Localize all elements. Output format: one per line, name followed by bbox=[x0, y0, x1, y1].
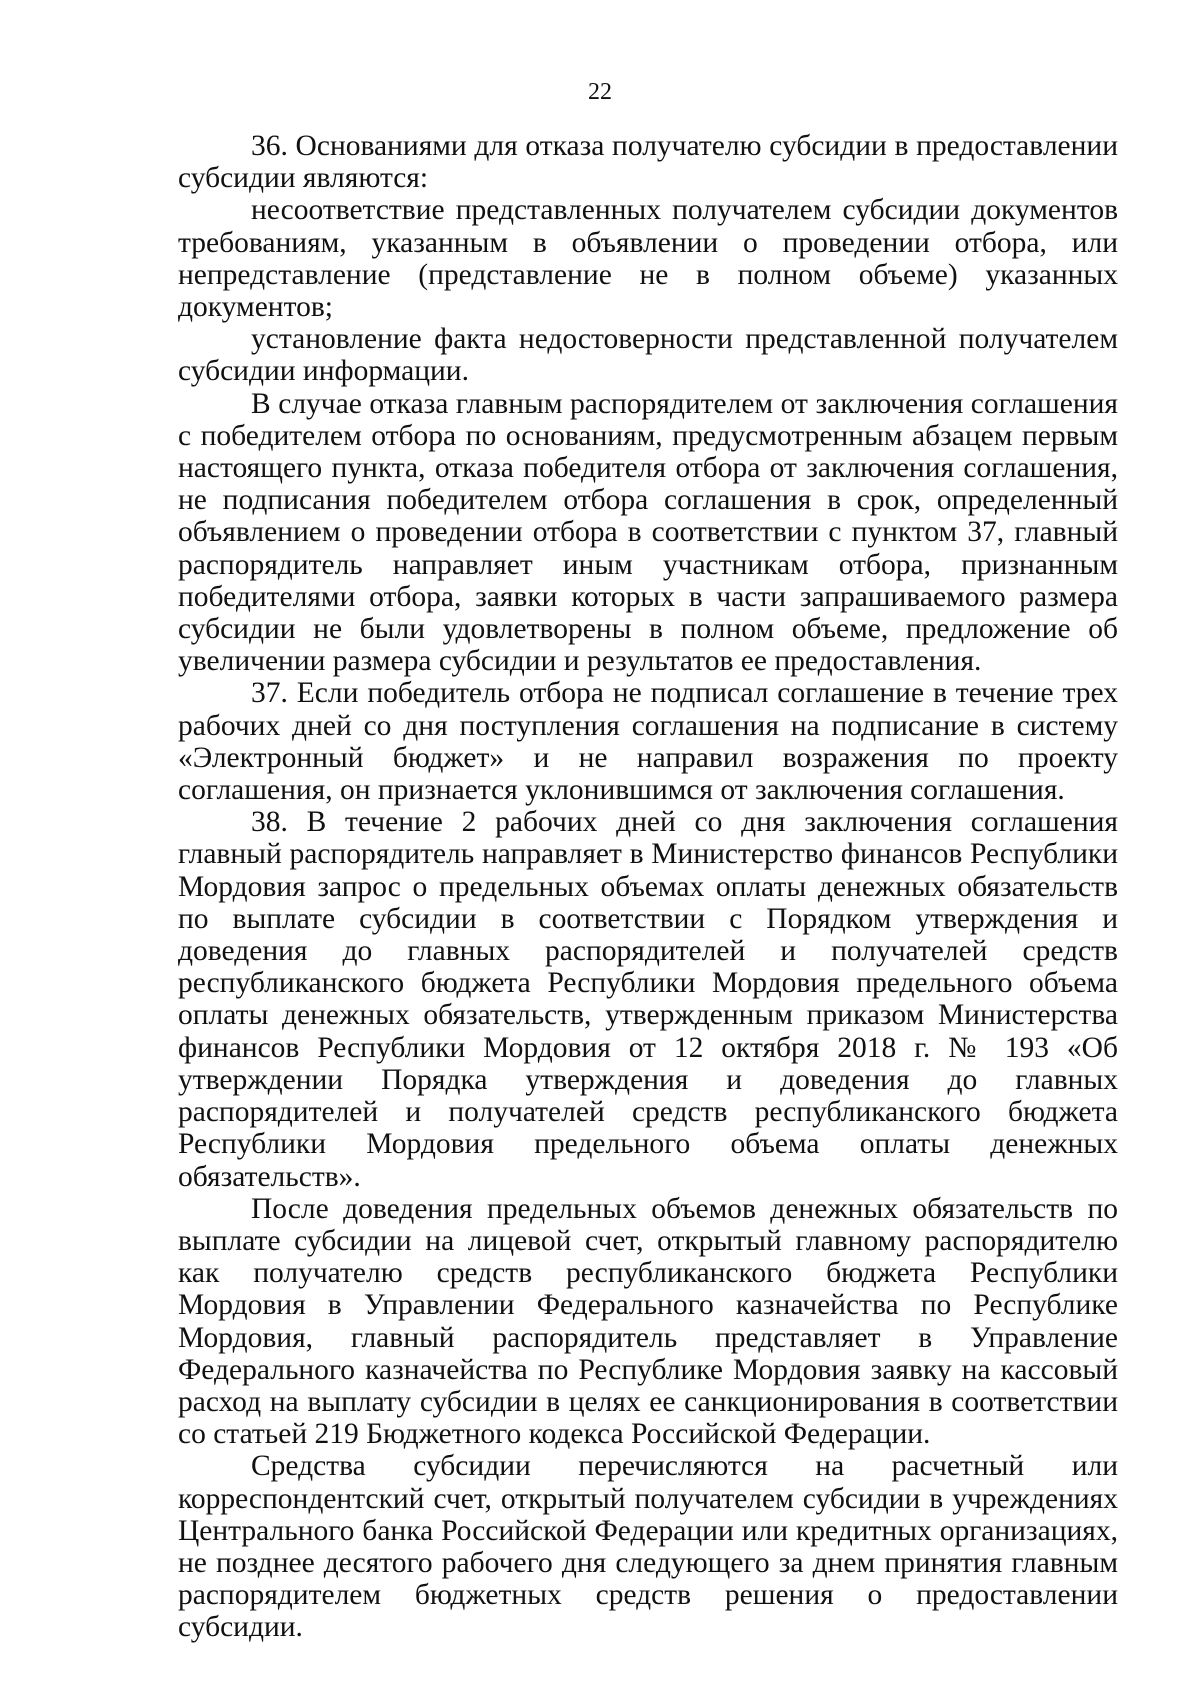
paragraph-36-reason-2: установление факта недостоверности представленной получателем субсидии информации. bbox=[178, 323, 1118, 388]
paragraph-36-intro: 36. Основаниями для отказа получателю субсидии в предоставлении субсидии являются: bbox=[178, 130, 1118, 195]
paragraph-37: 37. Если победитель отбора не подписал соглашение в течение трех рабочих дней со дня поступления соглашения на подписание в систему «Электронный бюджет» и не направил возражения по проекту соглашения, он признается уклонившимся от заключения соглашения. bbox=[178, 677, 1118, 807]
paragraph-38: 38. В течение 2 рабочих дней со дня заключения соглашения главный распорядитель направляет в Министерство финансов Республики Мордовия запрос о предельных объемах оплаты денежных обязательств по выплате субсидии в соответствии с Порядком утверждения и доведения до главных распорядителей и получателей средств республиканского бюджета Республики Мордовия предельного объема оплаты денежных обязательств, утвержденным приказом Министерства финансов Республики Мордовия от 12 октября 2018 г. № 193 «Об утверждении Порядка утверждения и доведения до главных распорядителей и получателей средств республиканского бюджета Республики Мордовия предельного объема оплаты денежных обязательств». bbox=[178, 806, 1118, 1193]
paragraph-38-transfer: Средства субсидии перечисляются на расчетный или корреспондентский счет, открытый получателем субсидии в учреждениях Центрального банка Российской Федерации или кредитных организациях, не позднее десятого рабочего дня следующего за днем принятия главным распорядителем бюджетных средств решения о предоставлении субсидии. bbox=[178, 1450, 1118, 1644]
paragraph-38-limits: После доведения предельных объемов денежных обязательств по выплате субсидии на лицевой счет, открытый главному распорядителю как получателю средств республиканского бюджета Республики Мордовия в Управлении Федерального казначейства по Республике Мордовия, главный распорядитель представляет в Управление Федерального казначейства по Республике Мордовия заявку на кассовый расход на выплату субсидии в целях ее санкционирования в соответствии со статьей 219 Бюджетного кодекса Российской Федерации. bbox=[178, 1192, 1118, 1451]
document-body bbox=[178, 130, 1118, 1644]
page-number: 22 bbox=[588, 79, 612, 105]
paragraph-36-refusal-case: В случае отказа главным распорядителем от заключения соглашения с победителем отбора по основаниям, предусмотренным абзацем первым настоящего пункта, отказа победителя отбора от заключения соглашения, не подписания победителем отбора соглашения в срок, определенный объявлением о проведении отбора в соответствии с пунктом 37, главный распорядитель направляет иным участникам отбора, признанным победителями отбора, заявки которых в части запрашиваемого размера субсидии не были удовлетворены в полном объеме, предложение об увеличении размера субсидии и результатов ее предоставления. bbox=[178, 387, 1118, 678]
paragraph-36-reason-1: несоответствие представленных получателем субсидии документов требованиям, указанным в объявлении о проведении отбора, или непредставление (представление не в полном объеме) указанных документов; bbox=[178, 194, 1118, 324]
